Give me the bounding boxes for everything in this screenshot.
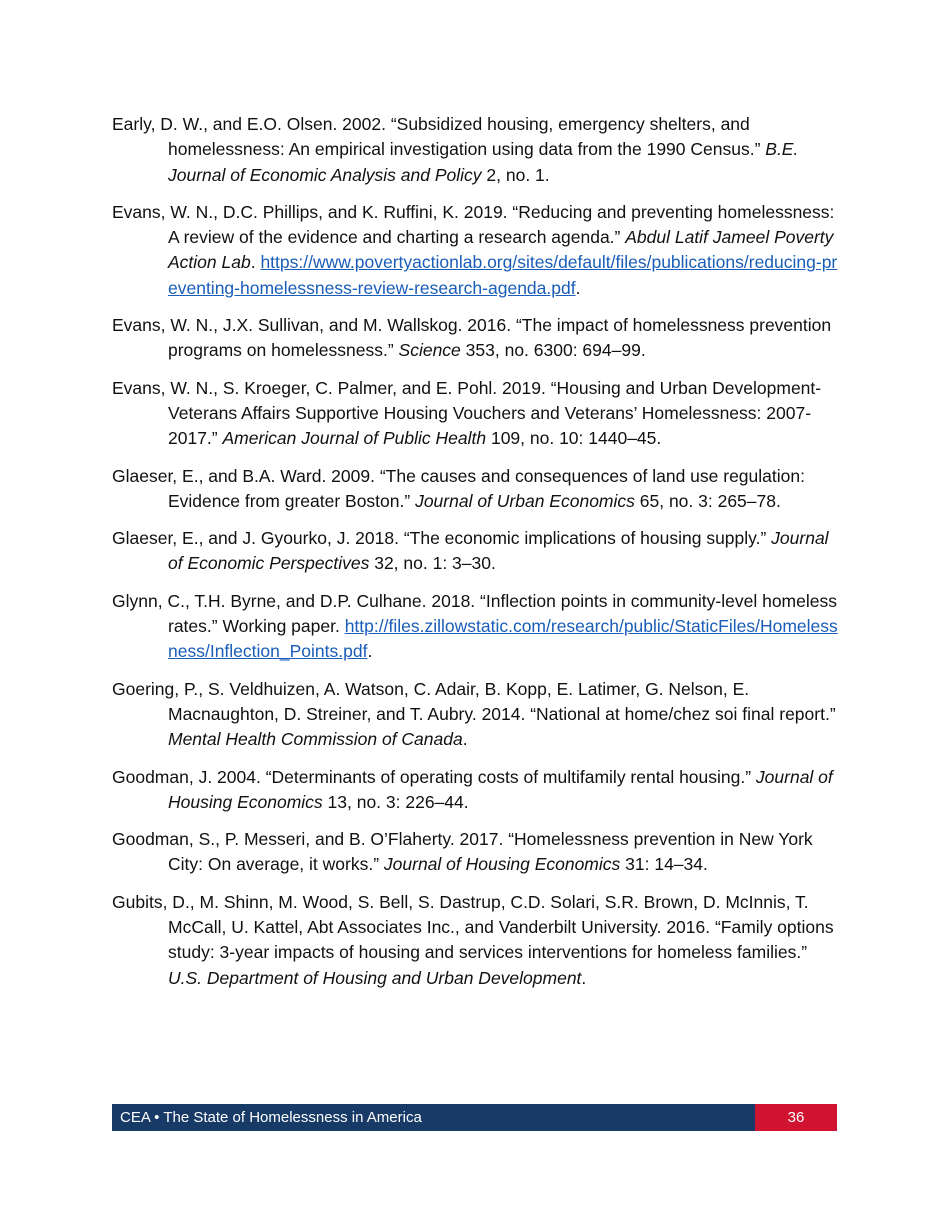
footer-title: CEA • The State of Homelessness in America xyxy=(112,1104,755,1131)
reference-glaeser-gyourko-2018: Glaeser, E., and J. Gyourko, J. 2018. “The economic implications of housing supply.” Journal of Economic Perspectives 32, no. 1: 3–30. xyxy=(112,528,829,574)
reference-gubits-2016: Gubits, D., M. Shinn, M. Wood, S. Bell, S. Dastrup, C.D. Solari, S.R. Brown, D. McInnis, T. McCall, U. Kattel, Abt Associates Inc., and Vanderbilt University. 2016. “Family options study: 3-year impacts of housing and services interventions for homeless families.” U.S. Department of Housing and Urban Development. xyxy=(112,891,834,988)
reference-evans-sullivan-2016: Evans, W. N., J.X. Sullivan, and M. Wallskog. 2016. “The impact of homelessness prevention programs on homelessness.” Science 353, no. 6300: 694–99. xyxy=(112,315,832,361)
reference-link-jpal[interactable]: https://www.povertyactionlab.org/sites/default/files/publications/reducing-preventing-homelessness-review-research-agenda.pdf xyxy=(168,252,838,298)
reference-glynn-2018: Glynn, C., T.H. Byrne, and D.P. Culhane. 2018. “Inflection points in community-level homeless rates.” Working paper. http://files.zillowstatic.com/research/public/StaticFiles/Homelessness/Inflection_Points.pdf. xyxy=(112,590,838,662)
reference-goodman-j-2004: Goodman, J. 2004. “Determinants of operating costs of multifamily rental housing.” Journal of Housing Economics 13, no. 3: 226–44. xyxy=(112,766,833,812)
reference-evans-phillips-2019: Evans, W. N., D.C. Phillips, and K. Ruffini, K. 2019. “Reducing and preventing homelessness: A review of the evidence and charting a research agenda.” Abdul Latif Jameel Poverty Action Lab. https://www.povertyactionlab.org/sites/default/files/publications/reducing-preventing-homelessness-review-research-agenda.pdf. xyxy=(112,201,838,298)
page-number: 36 xyxy=(755,1104,837,1131)
reference-goering-2014: Goering, P., S. Veldhuizen, A. Watson, C. Adair, B. Kopp, E. Latimer, G. Nelson, E. Macnaughton, D. Streiner, and T. Aubry. 2014. “National at home/chez soi final report.” Mental Health Commission of Canada. xyxy=(112,678,836,750)
reference-goodman-s-2017: Goodman, S., P. Messeri, and B. O’Flaherty. 2017. “Homelessness prevention in New York City: On average, it works.” Journal of Housing Economics 31: 14–34. xyxy=(112,829,813,875)
page-footer xyxy=(112,1104,837,1131)
reference-link-zillow[interactable]: http://files.zillowstatic.com/research/public/StaticFiles/Homelessness/Inflection_Points.pdf xyxy=(168,616,838,662)
reference-evans-kroeger-2019: Evans, W. N., S. Kroeger, C. Palmer, and E. Pohl. 2019. “Housing and Urban Development-Veterans Affairs Supportive Housing Vouchers and Veterans’ Homelessness: 2007-2017.” American Journal of Public Health 109, no. 10: 1440–45. xyxy=(112,377,822,449)
reference-early-olsen-2002: Early, D. W., and E.O. Olsen. 2002. “Subsidized housing, emergency shelters, and homelessness: An empirical investigation using data from the 1990 Census.” B.E. Journal of Economic Analysis and Policy 2, no. 1. xyxy=(112,114,799,185)
reference-list xyxy=(112,112,842,1003)
reference-glaeser-ward-2009: Glaeser, E., and B.A. Ward. 2009. “The causes and consequences of land use regulation: Evidence from greater Boston.” Journal of Urban Economics 65, no. 3: 265–78. xyxy=(112,465,805,511)
